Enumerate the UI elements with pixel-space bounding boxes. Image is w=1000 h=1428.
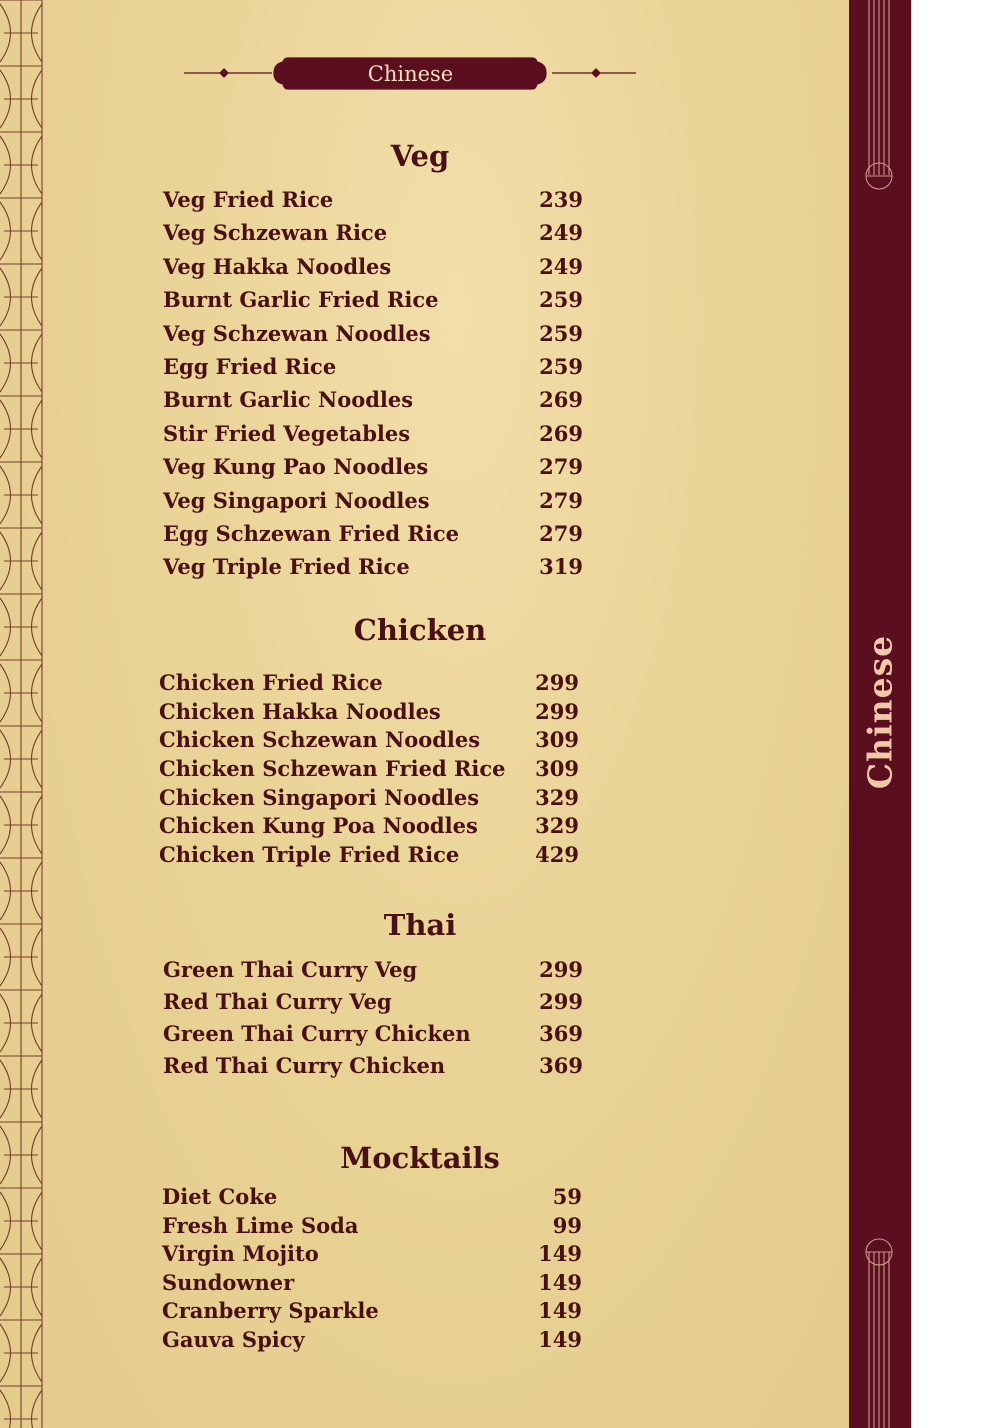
item-price: 259 xyxy=(539,287,583,312)
item-price: 249 xyxy=(539,254,583,279)
item-name: Chicken Schzewan Fried Rice xyxy=(159,756,506,781)
item-price: 299 xyxy=(539,957,583,982)
section-title-thai: Thai xyxy=(383,908,457,942)
item-price: 299 xyxy=(535,670,579,695)
item-name: Green Thai Curry Veg xyxy=(163,957,418,982)
item-price: 149 xyxy=(538,1241,582,1266)
side-tab-label: Chinese xyxy=(860,634,900,790)
item-price: 249 xyxy=(539,220,583,245)
menu-item xyxy=(159,840,579,870)
item-name: Virgin Mojito xyxy=(162,1241,319,1266)
item-name: Veg Singapori Noodles xyxy=(163,488,430,513)
item-name: Veg Hakka Noodles xyxy=(163,254,392,279)
menu-item xyxy=(162,1325,582,1355)
menu-item xyxy=(163,452,583,482)
item-price: 149 xyxy=(538,1270,582,1295)
section-title-veg: Veg xyxy=(390,139,450,173)
menu-item xyxy=(163,319,583,349)
item-name: Stir Fried Vegetables xyxy=(163,421,411,446)
item-price: 279 xyxy=(539,488,583,513)
menu-item xyxy=(163,185,583,215)
item-price: 149 xyxy=(538,1298,582,1323)
item-name: Veg Fried Rice xyxy=(163,187,334,212)
item-price: 309 xyxy=(535,727,579,752)
item-name: Chicken Triple Fried Rice xyxy=(159,842,460,867)
menu-item xyxy=(159,783,579,813)
menu-item xyxy=(159,668,579,698)
menu-item xyxy=(162,1296,582,1326)
item-price: 239 xyxy=(539,187,583,212)
item-name: Veg Triple Fried Rice xyxy=(163,554,410,579)
art-deco-border xyxy=(0,0,44,1428)
section-title-mocktails: Mocktails xyxy=(340,1141,500,1175)
menu-item xyxy=(162,1211,582,1241)
item-price: 309 xyxy=(535,756,579,781)
item-name: Burnt Garlic Fried Rice xyxy=(163,287,439,312)
item-price: 59 xyxy=(552,1184,582,1209)
item-name: Burnt Garlic Noodles xyxy=(163,387,414,412)
menu-item xyxy=(163,955,583,985)
menu-item xyxy=(159,725,579,755)
item-price: 279 xyxy=(539,454,583,479)
item-price: 299 xyxy=(535,699,579,724)
item-price: 259 xyxy=(539,354,583,379)
item-price: 259 xyxy=(539,321,583,346)
item-price: 429 xyxy=(535,842,579,867)
item-name: Diet Coke xyxy=(162,1184,278,1209)
item-name: Chicken Hakka Noodles xyxy=(159,699,441,724)
item-price: 369 xyxy=(539,1021,583,1046)
item-name: Veg Schzewan Rice xyxy=(163,220,388,245)
item-name: Green Thai Curry Chicken xyxy=(163,1021,471,1046)
item-name: Gauva Spicy xyxy=(162,1327,305,1352)
menu-item xyxy=(163,385,583,415)
item-price: 299 xyxy=(539,989,583,1014)
menu-item xyxy=(163,285,583,315)
menu-item xyxy=(162,1239,582,1269)
item-name: Veg Schzewan Noodles xyxy=(163,321,431,346)
item-name: Red Thai Curry Veg xyxy=(163,989,392,1014)
item-name: Red Thai Curry Chicken xyxy=(163,1053,446,1078)
menu-item xyxy=(163,486,583,516)
item-price: 319 xyxy=(539,554,583,579)
menu-item xyxy=(159,811,579,841)
menu-item xyxy=(162,1268,582,1298)
item-price: 99 xyxy=(552,1213,582,1238)
item-name: Sundowner xyxy=(162,1270,295,1295)
menu-item xyxy=(163,1051,583,1081)
item-name: Chicken Schzewan Noodles xyxy=(159,727,481,752)
item-price: 269 xyxy=(539,421,583,446)
menu-item xyxy=(163,1019,583,1049)
item-price: 149 xyxy=(538,1327,582,1352)
item-price: 369 xyxy=(539,1053,583,1078)
menu-item xyxy=(159,754,579,784)
item-name: Veg Kung Pao Noodles xyxy=(163,454,429,479)
menu-item xyxy=(163,987,583,1017)
item-name: Fresh Lime Soda xyxy=(162,1213,359,1238)
header-title: Chinese xyxy=(367,62,454,86)
item-name: Egg Schzewan Fried Rice xyxy=(163,521,459,546)
item-name: Chicken Singapori Noodles xyxy=(159,785,480,810)
menu-item xyxy=(163,552,583,582)
item-price: 329 xyxy=(535,813,579,838)
menu-item xyxy=(163,352,583,382)
menu-item xyxy=(163,519,583,549)
item-price: 279 xyxy=(539,521,583,546)
menu-item xyxy=(163,419,583,449)
item-price: 329 xyxy=(535,785,579,810)
item-name: Chicken Fried Rice xyxy=(159,670,383,695)
item-name: Egg Fried Rice xyxy=(163,354,337,379)
item-name: Chicken Kung Poa Noodles xyxy=(159,813,478,838)
section-title-chicken: Chicken xyxy=(353,613,487,647)
menu-item xyxy=(162,1182,582,1212)
item-price: 269 xyxy=(539,387,583,412)
menu-item xyxy=(159,697,579,727)
item-name: Cranberry Sparkle xyxy=(162,1298,379,1323)
menu-item xyxy=(163,252,583,282)
menu-item xyxy=(163,218,583,248)
